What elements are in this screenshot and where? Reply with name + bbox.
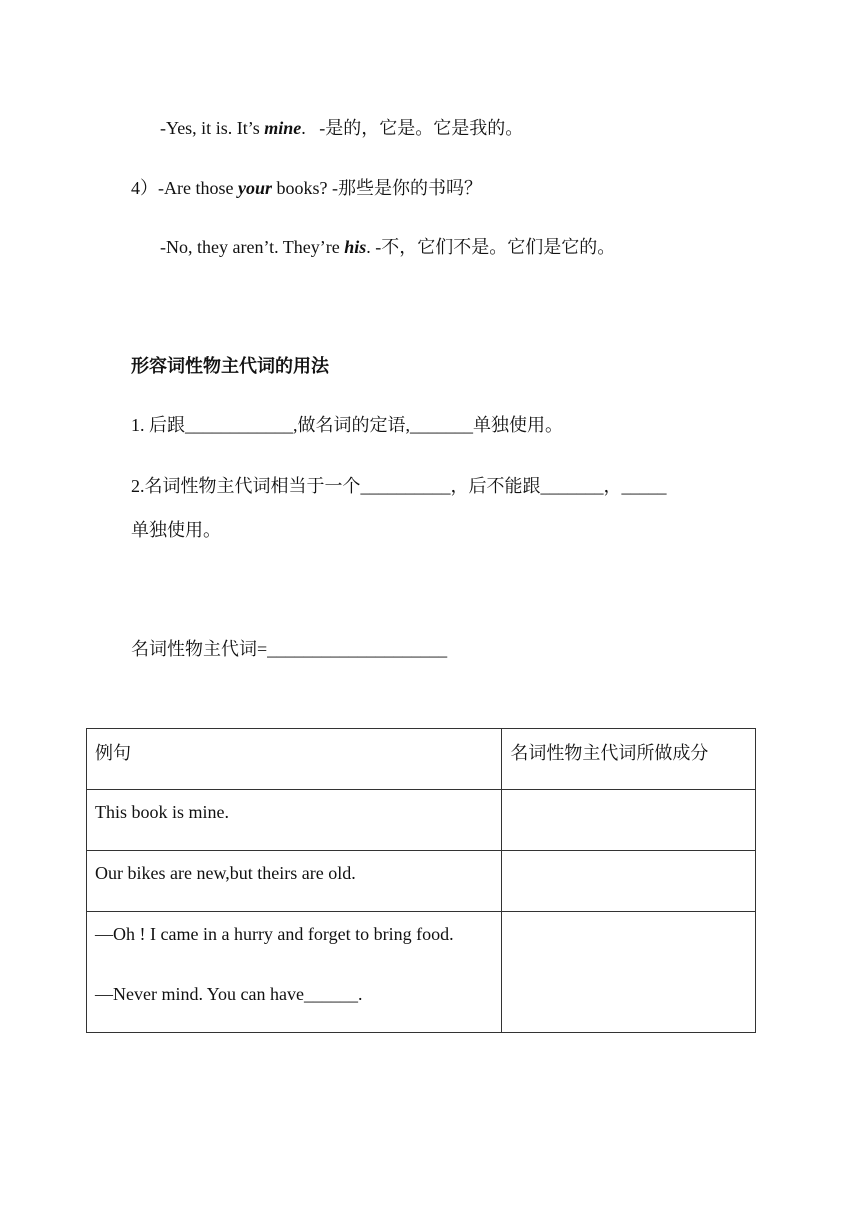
- sentence-text: Our bikes are new,but theirs are old.: [95, 863, 356, 883]
- sentence-cell: [87, 912, 502, 1033]
- sentence-cell: [87, 790, 502, 851]
- table-row: [87, 912, 756, 1033]
- rule-item-1: 1. 后跟____________,做名词的定语,_______单独使用。: [131, 415, 563, 435]
- example-text: -Yes, it is. It’s: [160, 118, 265, 138]
- rule-item-2-line-1: 2.名词性物主代词相当于一个__________，后不能跟_______，_____: [131, 476, 667, 496]
- sentence-cell: [87, 851, 502, 912]
- example-table: [86, 728, 756, 1033]
- table-row: [87, 851, 756, 912]
- sentence-text: —Never mind. You can have______.: [95, 984, 363, 1004]
- answer-cell[interactable]: [502, 912, 756, 1033]
- example-text: -No, they aren’t. They’re: [160, 237, 345, 257]
- example-text: books? -那些是你的书吗？: [272, 178, 482, 198]
- example-line-1: [160, 116, 523, 140]
- table-row: [87, 790, 756, 851]
- section-heading: 形容词性物主代词的用法: [131, 356, 329, 376]
- table-header-cell: 例句: [87, 729, 502, 790]
- formula-line: 名词性物主代词=____________________: [131, 639, 448, 659]
- emphasized-pronoun: your: [237, 178, 272, 198]
- example-line-3: [160, 235, 615, 259]
- emphasized-pronoun: mine: [264, 118, 302, 138]
- table-header-cell: 名词性物主代词所做成分: [502, 729, 756, 790]
- example-line-2: [131, 176, 482, 200]
- rule-item-2-line-2: 单独使用。: [131, 520, 221, 540]
- sentence-text: —Oh ! I came in a hurry and forget to bring food.: [95, 924, 454, 944]
- table-header-row: [87, 729, 756, 790]
- answer-cell[interactable]: [502, 851, 756, 912]
- example-text: 4）-Are those: [131, 178, 238, 198]
- example-text: . -是的，它是。它是我的。: [301, 118, 524, 138]
- emphasized-pronoun: his: [344, 237, 367, 257]
- example-text: . -不，它们不是。它们是它的。: [366, 237, 616, 257]
- sentence-text: This book is mine.: [95, 802, 229, 822]
- answer-cell[interactable]: [502, 790, 756, 851]
